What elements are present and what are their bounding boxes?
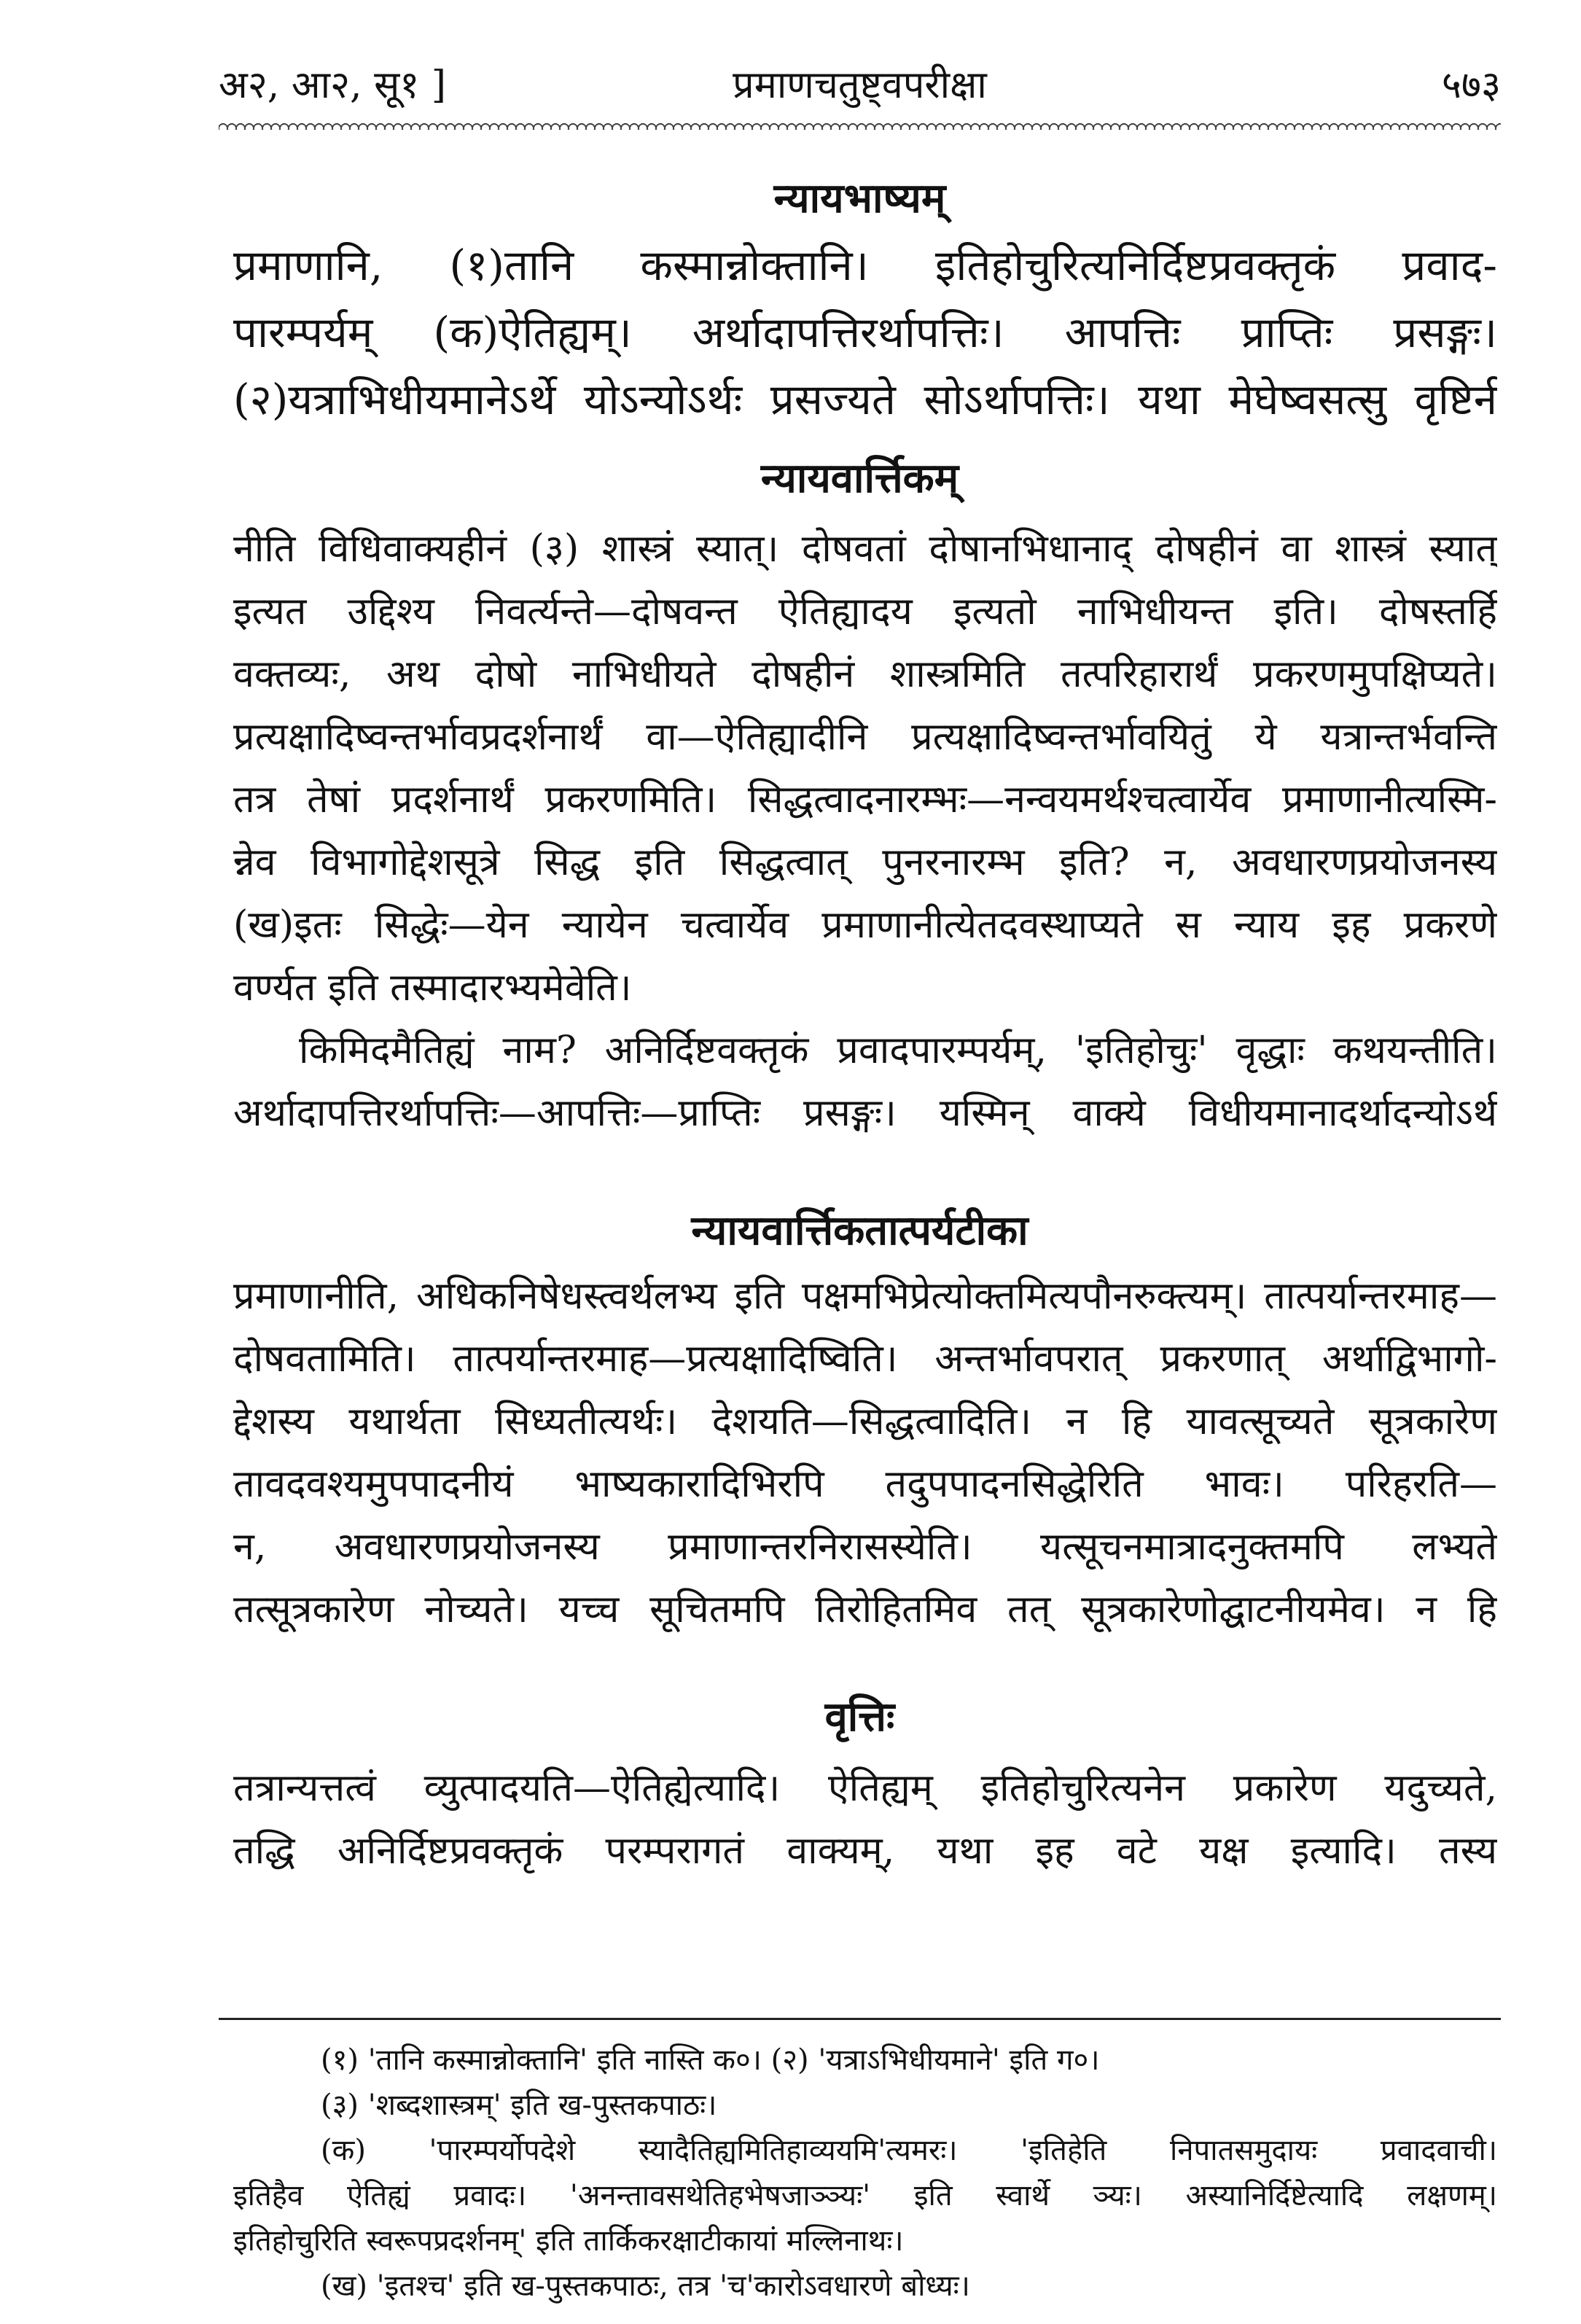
header-wavy-rule xyxy=(219,118,1501,130)
text-line: तत्सूत्रकारेण नोच्यते। यच्च सूचितमपि तिरोहितमिव तत् सूत्रकारेणोद्घाटनीयमेव। न हि xyxy=(233,1588,1497,1631)
text-line: तत्र तेषां प्रदर्शनार्थं प्रकरणमिति। सिद्धत्वादनारम्भः—नन्वयमर्थश्चत्वार्येव प्रमाणानीत्यस्मि- xyxy=(233,778,1497,822)
text-line: वर्ण्यत इति तस्मादारभ्यमेवेति। xyxy=(233,966,632,1010)
text-line: प्रत्यक्षादिष्वन्तर्भावप्रदर्शनार्थं वा—ऐतिह्यादीनि प्रत्यक्षादिष्वन्तर्भावयितुं ये यत्रान्तर्भवन्ति xyxy=(233,715,1497,759)
vartika-text xyxy=(233,518,1497,1145)
text-line: प्रमाणानि, (१)तानि कस्मान्नोक्तानि। इतिहोचुरित्यनिर्दिष्टप्रवक्तृकं प्रवाद- xyxy=(233,241,1497,290)
text-line: तद्धि अनिर्दिष्टप्रवक्तृकं परम्परागतं वाक्यम्, यथा इह वटे यक्ष इत्यादि। तस्य xyxy=(233,1829,1497,1873)
tatparya-text xyxy=(233,1265,1497,1641)
text-line: इत्यत उद्दिश्य निवर्त्यन्ते—दोषवन्त ऐतिह्यादय इत्यतो नाभिधीयन्त इति। दोषस्तर्हि xyxy=(233,590,1497,633)
footnotes xyxy=(233,2038,1497,2309)
page-number: ५७३ xyxy=(1441,63,1501,107)
footnote: (ख) 'इतश्च' इति ख-पुस्तकपाठः, तत्र 'च'कारोऽवधारणे बोध्यः। xyxy=(321,2269,970,2303)
bhashya-text xyxy=(233,232,1497,433)
header-reference: अ२, आ२, सू१ ] xyxy=(219,63,447,107)
footnote-divider xyxy=(219,2018,1501,2020)
section-title-tatparya: न्यायवार्त्तिकतात्पर्यटीका xyxy=(691,1206,1028,1255)
text-line: (२)यत्राभिधीयमानेऽर्थे योऽन्योऽर्थः प्रसज्यते सोऽर्थापत्तिः। यथा मेघेष्वसत्सु वृष्टिर्न xyxy=(233,375,1497,424)
footnote: इतिहैव ऐतिह्यं प्रवादः। 'अनन्तावसथेतिहभेषजाञ्ञ्यः' इति स्वार्थे ञ्यः। अस्यानिर्दिष्टेत्यादि लक्षणम्। xyxy=(233,2179,1497,2212)
text-line: नीति विधिवाक्यहीनं (३) शास्त्रं स्यात्। दोषवतां दोषानभिधानाद् दोषहीनं वा शास्त्रं स्यात् xyxy=(233,527,1497,571)
header-title: प्रमाणचतुष्ट्वपरीक्षा xyxy=(733,63,987,107)
running-header xyxy=(219,60,1501,111)
text-line: तावदवश्यमुपपादनीयं भाष्यकारादिभिरपि तदुपपादनसिद्धेरिति भावः। परिहरति— xyxy=(233,1462,1497,1506)
footnote: (१) 'तानि कस्मान्नोक्तानि' इति नास्ति क०। (२) 'यत्राऽभिधीयमाने' इति ग०। xyxy=(321,2043,1100,2077)
text-line: द्देशस्य यथार्थता सिध्यतीत्यर्थः। देशयति—सिद्धत्वादिति। न हि यावत्सूच्यते सूत्रकारेण xyxy=(233,1400,1497,1443)
text-line: न, अवधारणप्रयोजनस्य प्रमाणान्तरनिरासस्येति। यत्सूचनमात्रादनुक्तमपि लभ्यते xyxy=(233,1525,1497,1569)
text-line: प्रमाणानीति, अधिकनिषेधस्त्वर्थलभ्य इति पक्षमभिप्रेत्योक्तमित्यपौनरुक्त्यम्। तात्पर्यान्तरमाह— xyxy=(233,1274,1497,1318)
text-line: किमिदमैतिह्यं नाम? अनिर्दिष्टवक्तृकं प्रवादपारम्पर्यम्, 'इतिहोचुः' वृद्धाः कथयन्तीति। xyxy=(299,1029,1497,1072)
text-line: (ख)इतः सिद्धेः—येन न्यायेन चत्वार्येव प्रमाणानीत्येतदवस्थाप्यते स न्याय इह प्रकरणे xyxy=(233,903,1497,947)
section-title-vritti: वृत्तिः xyxy=(824,1693,895,1741)
footnote: इतिहोचुरिति स्वरूपप्रदर्शनम्' इति तार्किकरक्षाटीकायां मल्लिनाथः। xyxy=(233,2224,904,2258)
text-line: दोषवतामिति। तात्पर्यान्तरमाह—प्रत्यक्षादिष्विति। अन्तर्भावपरात् प्रकरणात् अर्थाद्विभागो- xyxy=(233,1337,1497,1381)
vritti-text xyxy=(233,1757,1497,1882)
section-title-vartika: न्यायवार्त्तिकम् xyxy=(760,454,959,502)
text-line: न्नेव विभागोद्देशसूत्रे सिद्ध इति सिद्धत्वात् पुनरनारम्भ इति? न, अवधारणप्रयोजनस्य xyxy=(233,841,1497,884)
text-line: अर्थादापत्तिरर्थापत्तिः—आपत्तिः—प्राप्तिः प्रसङ्गः। यस्मिन् वाक्ये विधीयमानादर्थादन्योऽर्थ xyxy=(233,1091,1497,1135)
section-title-bhashya: न्यायभाष्यम् xyxy=(773,174,946,222)
text-line: तत्रान्यत्तत्वं व्युत्पादयति—ऐतिह्येत्यादि। ऐतिह्यम् इतिहोचुरित्यनेन प्रकारेण यदुच्यते, xyxy=(233,1766,1497,1810)
text-line: वक्तव्यः, अथ दोषो नाभिधीयते दोषहीनं शास्त्रमिति तत्परिहारार्थं प्रकरणमुपक्षिप्यते। xyxy=(233,652,1497,696)
footnote: (क) 'पारम्पर्योपदेशे स्यादैतिह्यमितिहाव्ययमि'त्यमरः। 'इतिहेति निपातसमुदायः प्रवादवाची। xyxy=(321,2134,1497,2167)
footnote: (३) 'शब्दशास्त्रम्' इति ख-पुस्तकपाठः। xyxy=(321,2089,717,2122)
text-line: पारम्पर्यम् (क)ऐतिह्यम्। अर्थादापत्तिरर्थापत्तिः। आपत्तिः प्राप्तिः प्रसङ्गः। xyxy=(233,308,1497,357)
